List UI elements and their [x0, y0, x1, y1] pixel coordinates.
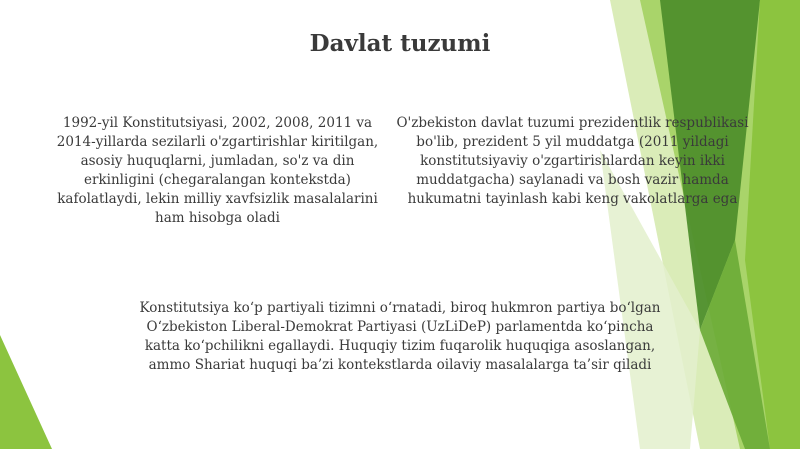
bottom-text-block: Konstitutsiya ko‘p partiyali tizimni o‘rnatadi, biroq hukmron partiya bo‘lgan O‘zbekiston Liberal-Demokrat Partiyasi (UzLiDeP) parlamentda ko‘pincha katta ko‘pchilikni egallaydi. Huquqiy tizim fuqarolik huquqiga asoslangan, ammo Shariat huquqi ba’zi kontekstlarda oilaviy masalalarga ta’sir qiladi [139, 300, 661, 373]
right-text-block: O'zbekiston davlat tuzumi prezidentlik respublikasi bo'lib, prezident 5 yil muddatga (2011 yildagi konstitutsiyaviy o'zgartirishlardan keyin ikki muddatgacha) saylanadi va bosh vazir hamda hukumatni tayinlash kabi keng vakolatlarga ega [396, 115, 749, 207]
left-green-wedge [0, 335, 52, 449]
slide-title: Davlat tuzumi [309, 30, 491, 57]
left-text-block: 1992-yil Konstitutsiyasi, 2002, 2008, 2011 va 2014-yillarda sezilarli o'zgartirishlar kiritilgan, asosiy huquqlarni, jumladan, so'z va din erkinligini (chegaralangan kontekstda) kafolatlaydi, lekin milliy xavfsizlik masalalarini ham hisobga oladi [56, 115, 379, 226]
